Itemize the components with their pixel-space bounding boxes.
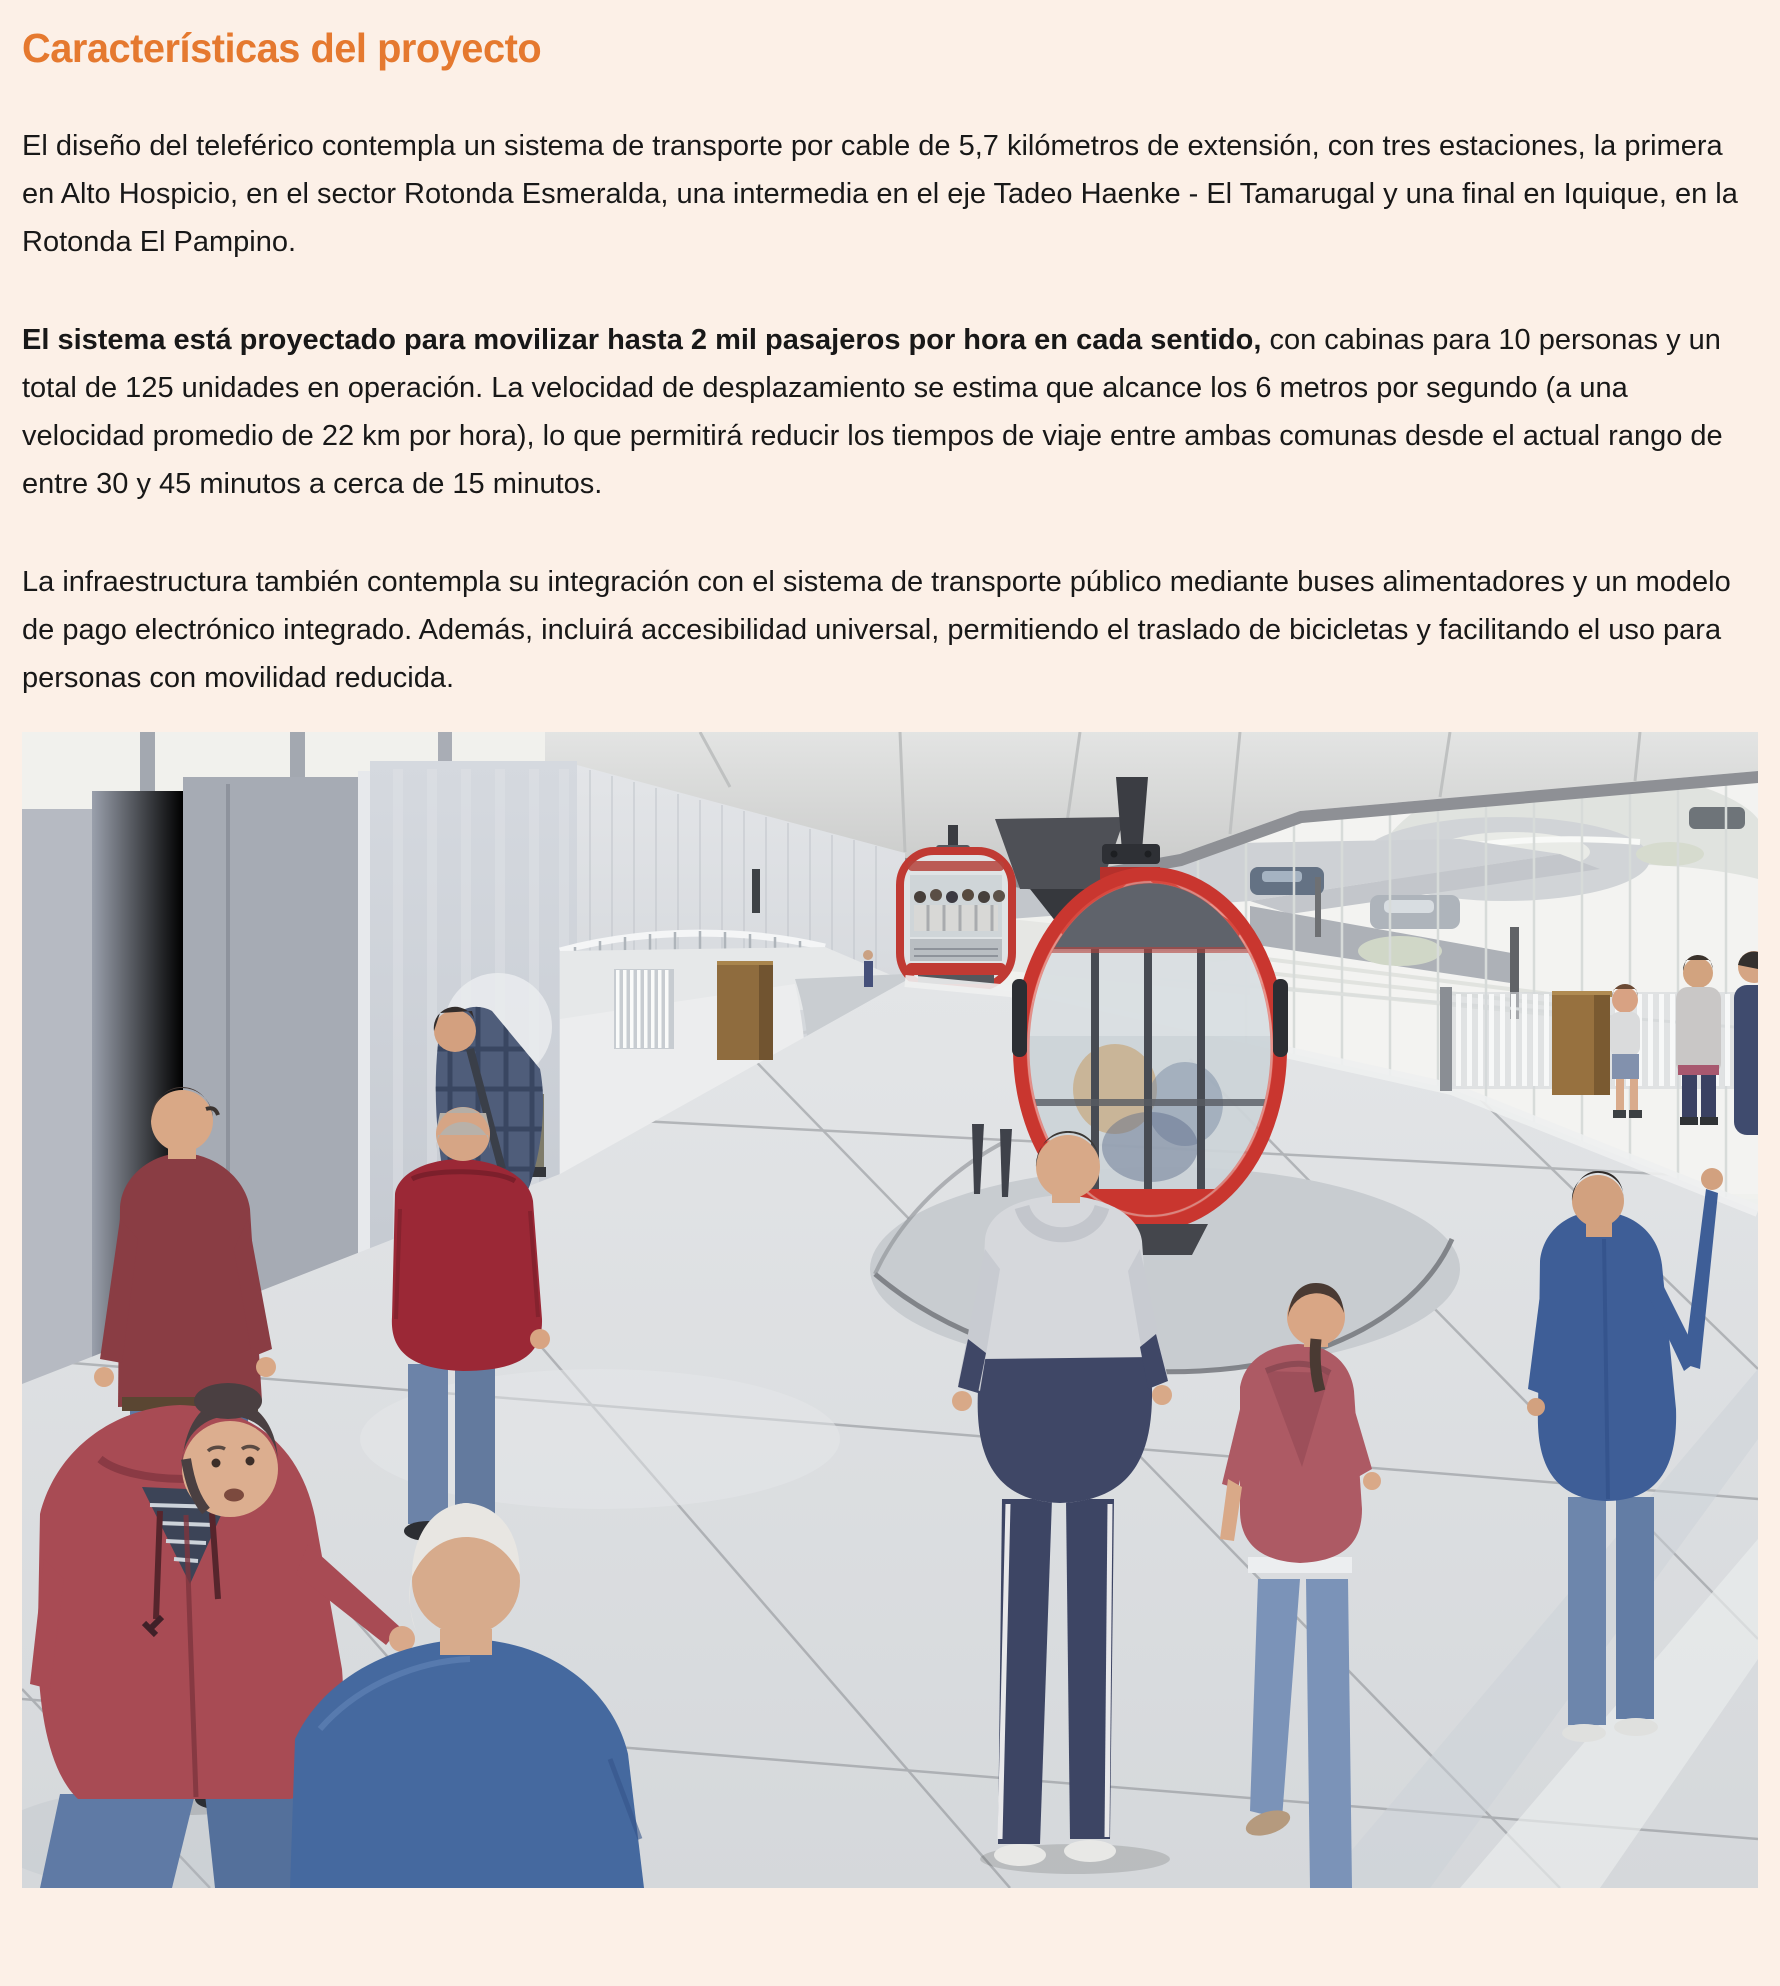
- page-title: Características del proyecto: [22, 25, 542, 71]
- paragraph-capacity: [22, 316, 1758, 508]
- paragraph-capacity-text: con cabinas para 10 personas y un total de 125 unidades en operación. La velocidad de desplazamiento se estima que alcance los 6 metros por segundo (a una velocidad promedio de 22 km por hora), lo que permitirá reducir los tiempos de viaje entre ambas comunas desde el actual rango de entre 30 y 45 minutos a cerca de 15 minutos.: [22, 324, 1723, 501]
- project-render-image: [22, 732, 1758, 1888]
- paragraph-intro: [22, 122, 1758, 266]
- kiosk-right: [1552, 991, 1612, 1095]
- paragraph-integration-text: La infraestructura también contempla su integración con el sistema de transporte público mediante buses alimentadores y un modelo de pago electrónico integrado. Además, incluirá accesibilidad universal, permitiendo el traslado de bicicletas y facilitando el uso para personas con movilidad reducida.: [22, 566, 1731, 695]
- paragraph-capacity-lead: El sistema está proyectado para movilizar hasta 2 mil pasajeros por hora en cada sentido,: [22, 324, 1262, 357]
- kiosk-left: [717, 961, 773, 1060]
- render-illustration: [22, 732, 1758, 1888]
- platform-fence-left: [614, 969, 674, 1049]
- paragraph-intro-text: El diseño del teleférico contempla un sistema de transporte por cable de 5,7 kilómetros de extensión, con tres estaciones, la primera en Alto Hospicio, en el sector Rotonda Esmeralda, una intermedia en el eje Tadeo Haenke - El Tamarugal y una final en Iquique, en la Rotonda El Pampino.: [22, 130, 1738, 259]
- paragraph-integration: [22, 558, 1758, 702]
